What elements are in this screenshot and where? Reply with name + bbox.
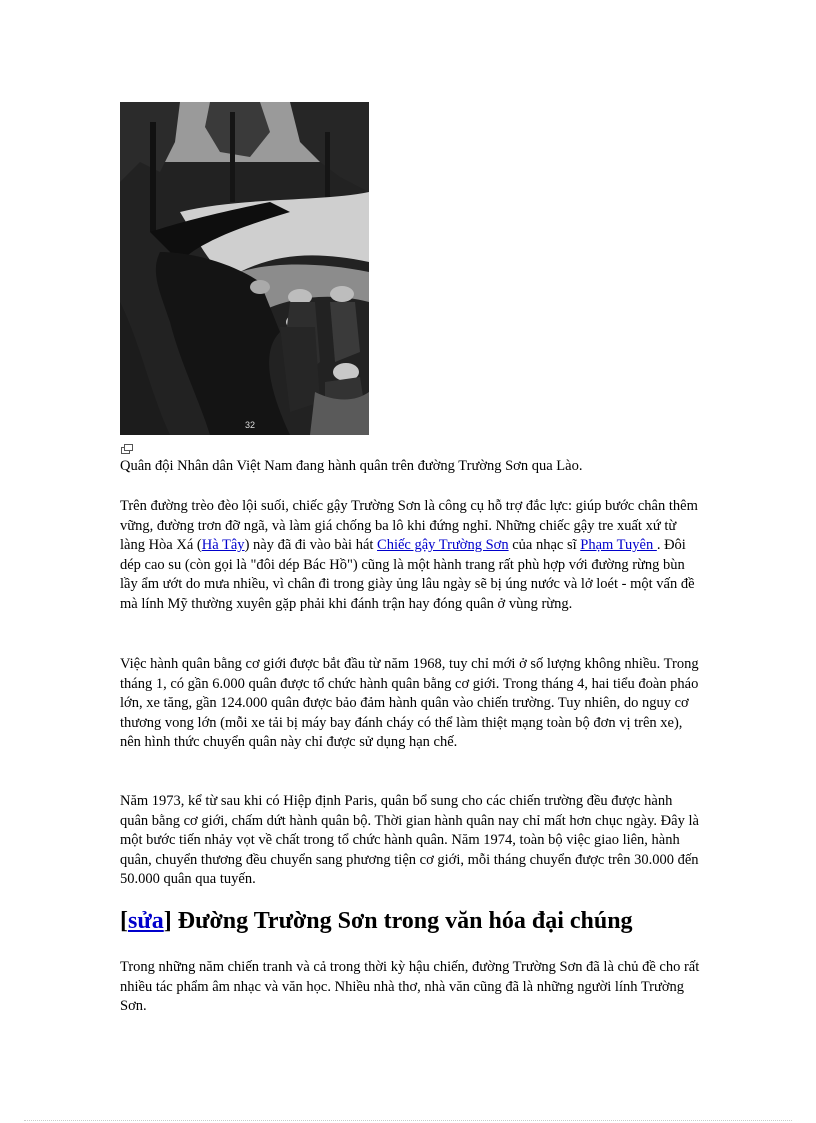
- paragraph-text: Trên đường trèo đèo lội suối, chiếc gậy Trường Sơn là công cụ hỗ trợ đắc lực: giúp bước chân thêm vững, đường trơn đỡ ngã, và làm giá chống ba lô khi đứng nghỉ. Những chiếc gậy tre xuất xứ từ làng Hòa Xá (: [120, 498, 698, 554]
- photo-number: 32: [245, 420, 256, 430]
- edit-section-link[interactable]: sửa: [128, 908, 164, 934]
- link-chiec-gay-truong-son[interactable]: Chiếc gậy Trường Sơn: [377, 537, 509, 554]
- paragraph-walking-stick: [120, 497, 700, 615]
- bracket-open: [: [120, 908, 128, 934]
- section-heading: [120, 906, 633, 936]
- page-bottom-divider: [24, 1120, 792, 1121]
- paragraph-popular-culture: Trong những năm chiến tranh và cả trong thời kỳ hậu chiến, đường Trường Sơn đã là chủ đề cho rất nhiều tác phẩm âm nhạc và văn học. Nhiều nhà thơ, nhà văn cũng đã là những người lính Trường Sơn.: [120, 959, 700, 1015]
- bracket-close: ]: [163, 908, 172, 934]
- marching-soldiers-photo[interactable]: [120, 102, 369, 435]
- paragraph-mechanized-1968: Việc hành quân bằng cơ giới được bắt đầu từ năm 1968, tuy chỉ mới ở số lượng không nhiều. Trong tháng 1, có gần 6.000 quân được tổ chức hành quân bằng cơ giới. Trong tháng 4, hai tiểu đoàn pháo lớn, xe tăng, gần 124.000 quân được bảo đảm hành quân vào chiến trường. Tuy nhiên, do nguy cơ thương vong lớn (mỗi xe tải bị máy bay đánh cháy có thể làm thiệt mạng toàn bộ đơn vị trên xe), nên hình thức chuyển quân này chỉ được sử dụng hạn chế.: [120, 656, 699, 751]
- paragraph-mechanized-1973: Năm 1973, kể từ sau khi có Hiệp định Paris, quân bổ sung cho các chiến trường đều được hành quân bằng cơ giới, chấm dứt hành quân bộ. Thời gian hành quân nay chỉ mất hơn chục ngày. Đây là một bước tiến nhảy vọt về chất trong tổ chức hành quân. Năm 1974, toàn bộ việc giao liên, hành quân, chuyển thương đều chuyển sang phương tiện cơ giới, mỗi tháng chuyển được trên 30.000 đến 50.000 quân qua tuyến.: [120, 793, 699, 888]
- figure-caption: Quân đội Nhân dân Việt Nam đang hành quân trên đường Trường Sơn qua Lào.: [120, 458, 583, 474]
- paragraph-text: ) này đã đi vào bài hát: [244, 537, 378, 554]
- link-pham-tuyen[interactable]: Phạm Tuyên: [580, 537, 657, 554]
- paragraph-text: của nhạc sĩ: [508, 537, 581, 554]
- paragraph-text: . Đôi dép cao su (còn gọi là "đôi dép Bác Hồ") cũng là một hành trang rất phù hợp với đường rừng bùn lầy ẩm ướt do mưa nhiều, vì chân đi trong giày ủng lâu ngày sẽ bị úng nước và lở loét - một vấn đề mà lính Mỹ thường xuyên gặp phải khi đánh trận hay đóng quân ở vùng rừng.: [120, 537, 695, 612]
- section-title: Đường Trường Sơn trong văn hóa đại chúng: [171, 908, 633, 934]
- link-ha-tay[interactable]: Hà Tây: [201, 537, 245, 554]
- magnify-clip-icon[interactable]: [121, 444, 133, 454]
